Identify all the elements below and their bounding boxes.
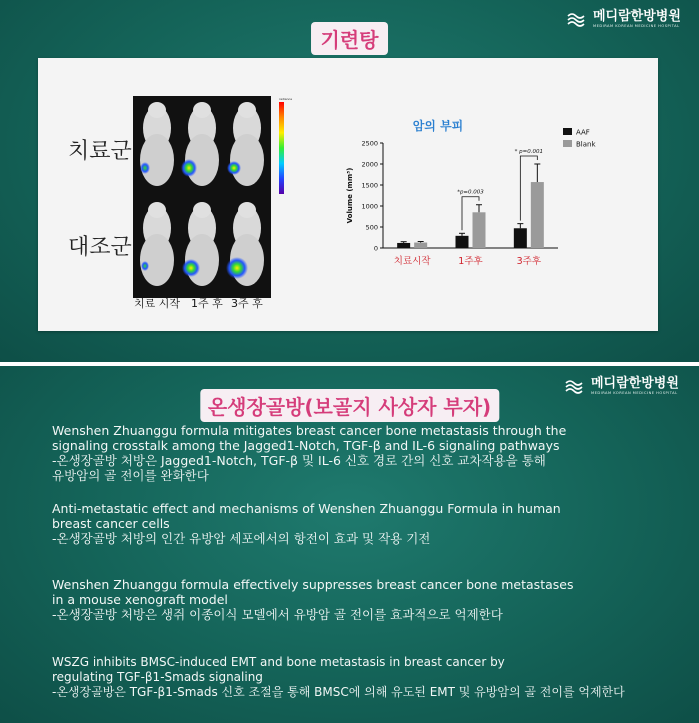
bar-blank <box>414 243 427 248</box>
significance-label: * p=0.001 <box>514 149 544 155</box>
paragraph-line: WSZG inhibits BMSC-induced EMT and bone metastasis in breast cancer by <box>52 655 505 669</box>
logo-mark-icon <box>565 377 587 395</box>
y-tick-label: 2500 <box>361 139 378 148</box>
paragraph-line: Wenshen Zhuanggu formula mitigates breast cancer bone metastasis through the <box>52 423 567 438</box>
paragraph-line: 유방암의 골 전이를 완화한다 <box>52 468 209 483</box>
paragraph-line: breast cancer cells <box>52 516 170 531</box>
logo-subtitle: MEDIRAM KOREAN MEDICINE HOSPITAL <box>593 24 680 28</box>
x-category-label: 치료시작 <box>393 256 431 267</box>
bar-aaf <box>397 243 410 248</box>
figure-panel <box>38 58 658 331</box>
group-label-treatment: 치료군 <box>68 139 132 164</box>
hospital-logo <box>567 10 681 29</box>
time-label-week3: 3주 후 <box>231 297 263 310</box>
logo-subtitle: MEDIRAM KOREAN MEDICINE HOSPITAL <box>591 391 678 395</box>
y-tick-label: 2000 <box>361 160 378 169</box>
bar-aaf <box>514 228 527 248</box>
paragraph-line: regulating TGF-β1-Smads signaling <box>52 670 263 684</box>
x-category-label: 1주후 <box>458 256 483 267</box>
y-tick-label: 0 <box>373 244 378 253</box>
mouse-control-start <box>140 202 174 286</box>
legend-label-aaf: AAF <box>576 128 590 137</box>
logo-mark-icon <box>567 10 589 28</box>
colorbar-label: radiance <box>279 97 293 101</box>
colorbar <box>279 102 284 194</box>
volume-chart <box>338 118 608 333</box>
group-label-control: 대조군 <box>68 235 132 260</box>
mouse-images <box>133 96 271 298</box>
mouse-imaging-grid <box>133 96 271 298</box>
paragraph-line: -온생장골방 처방은 Jagged1-Notch, TGF-β 및 IL-6 신호 경로 간의 신호 교차작용을 통해 <box>52 453 546 468</box>
reference-paragraph-2 <box>52 501 561 546</box>
logo-name: 메디람한방병원 <box>591 376 679 391</box>
legend-swatch-blank <box>563 140 572 147</box>
x-category-label: 3주후 <box>516 256 542 267</box>
paragraph-line: signaling crosstalk among the Jagged1-Notch, TGF-β and IL-6 signaling pathways <box>52 438 560 453</box>
legend-label-blank: Blank <box>576 140 596 149</box>
bar-blank <box>473 212 486 248</box>
slide-onsaengjanggolbang <box>0 366 699 723</box>
y-tick-label: 1500 <box>361 181 378 190</box>
y-tick-label: 1000 <box>361 202 378 211</box>
y-axis-label: Volume (mm³) <box>346 167 354 224</box>
bar-blank <box>531 182 544 248</box>
bar-aaf <box>456 236 469 248</box>
logo-name: 메디람한방병원 <box>593 9 681 24</box>
slide-title: 온생장골방(보골지 사상자 부자) <box>200 389 499 422</box>
time-label-start: 치료 시작 <box>134 297 181 310</box>
reference-paragraph-3 <box>52 577 573 622</box>
y-tick-label: 500 <box>365 223 378 232</box>
significance-label: *p=0.003 <box>457 189 484 196</box>
slide-title: 기련탕 <box>311 22 389 55</box>
reference-paragraph-4 <box>52 655 625 700</box>
paragraph-line: in a mouse xenograft model <box>52 592 228 607</box>
legend-swatch-aaf <box>563 128 572 135</box>
paragraph-line: Wenshen Zhuanggu formula effectively suppresses breast cancer bone metastases <box>52 577 574 592</box>
volume-chart-svg <box>338 118 608 333</box>
paragraph-line: -온생장골방은 TGF-β1-Smads 신호 조절을 통해 BMSC에 의해 유도된 EMT 및 유방암의 골 전이를 억제한다 <box>52 685 625 699</box>
chart-title: 암의 부피 <box>412 119 464 133</box>
time-label-week1: 1주 후 <box>191 297 223 310</box>
paragraph-line: -온생장골방 처방의 인간 유방암 세포에서의 항전이 효과 및 작용 기전 <box>52 531 431 546</box>
paragraph-line: -온생장골방 처방은 생쥐 이종이식 모델에서 유방암 골 전이를 효과적으로 억제한다 <box>52 607 503 622</box>
hospital-logo <box>565 377 679 396</box>
paragraph-line: Anti-metastatic effect and mechanisms of Wenshen Zhuanggu Formula in human <box>52 501 561 516</box>
reference-paragraph-1 <box>52 423 566 483</box>
